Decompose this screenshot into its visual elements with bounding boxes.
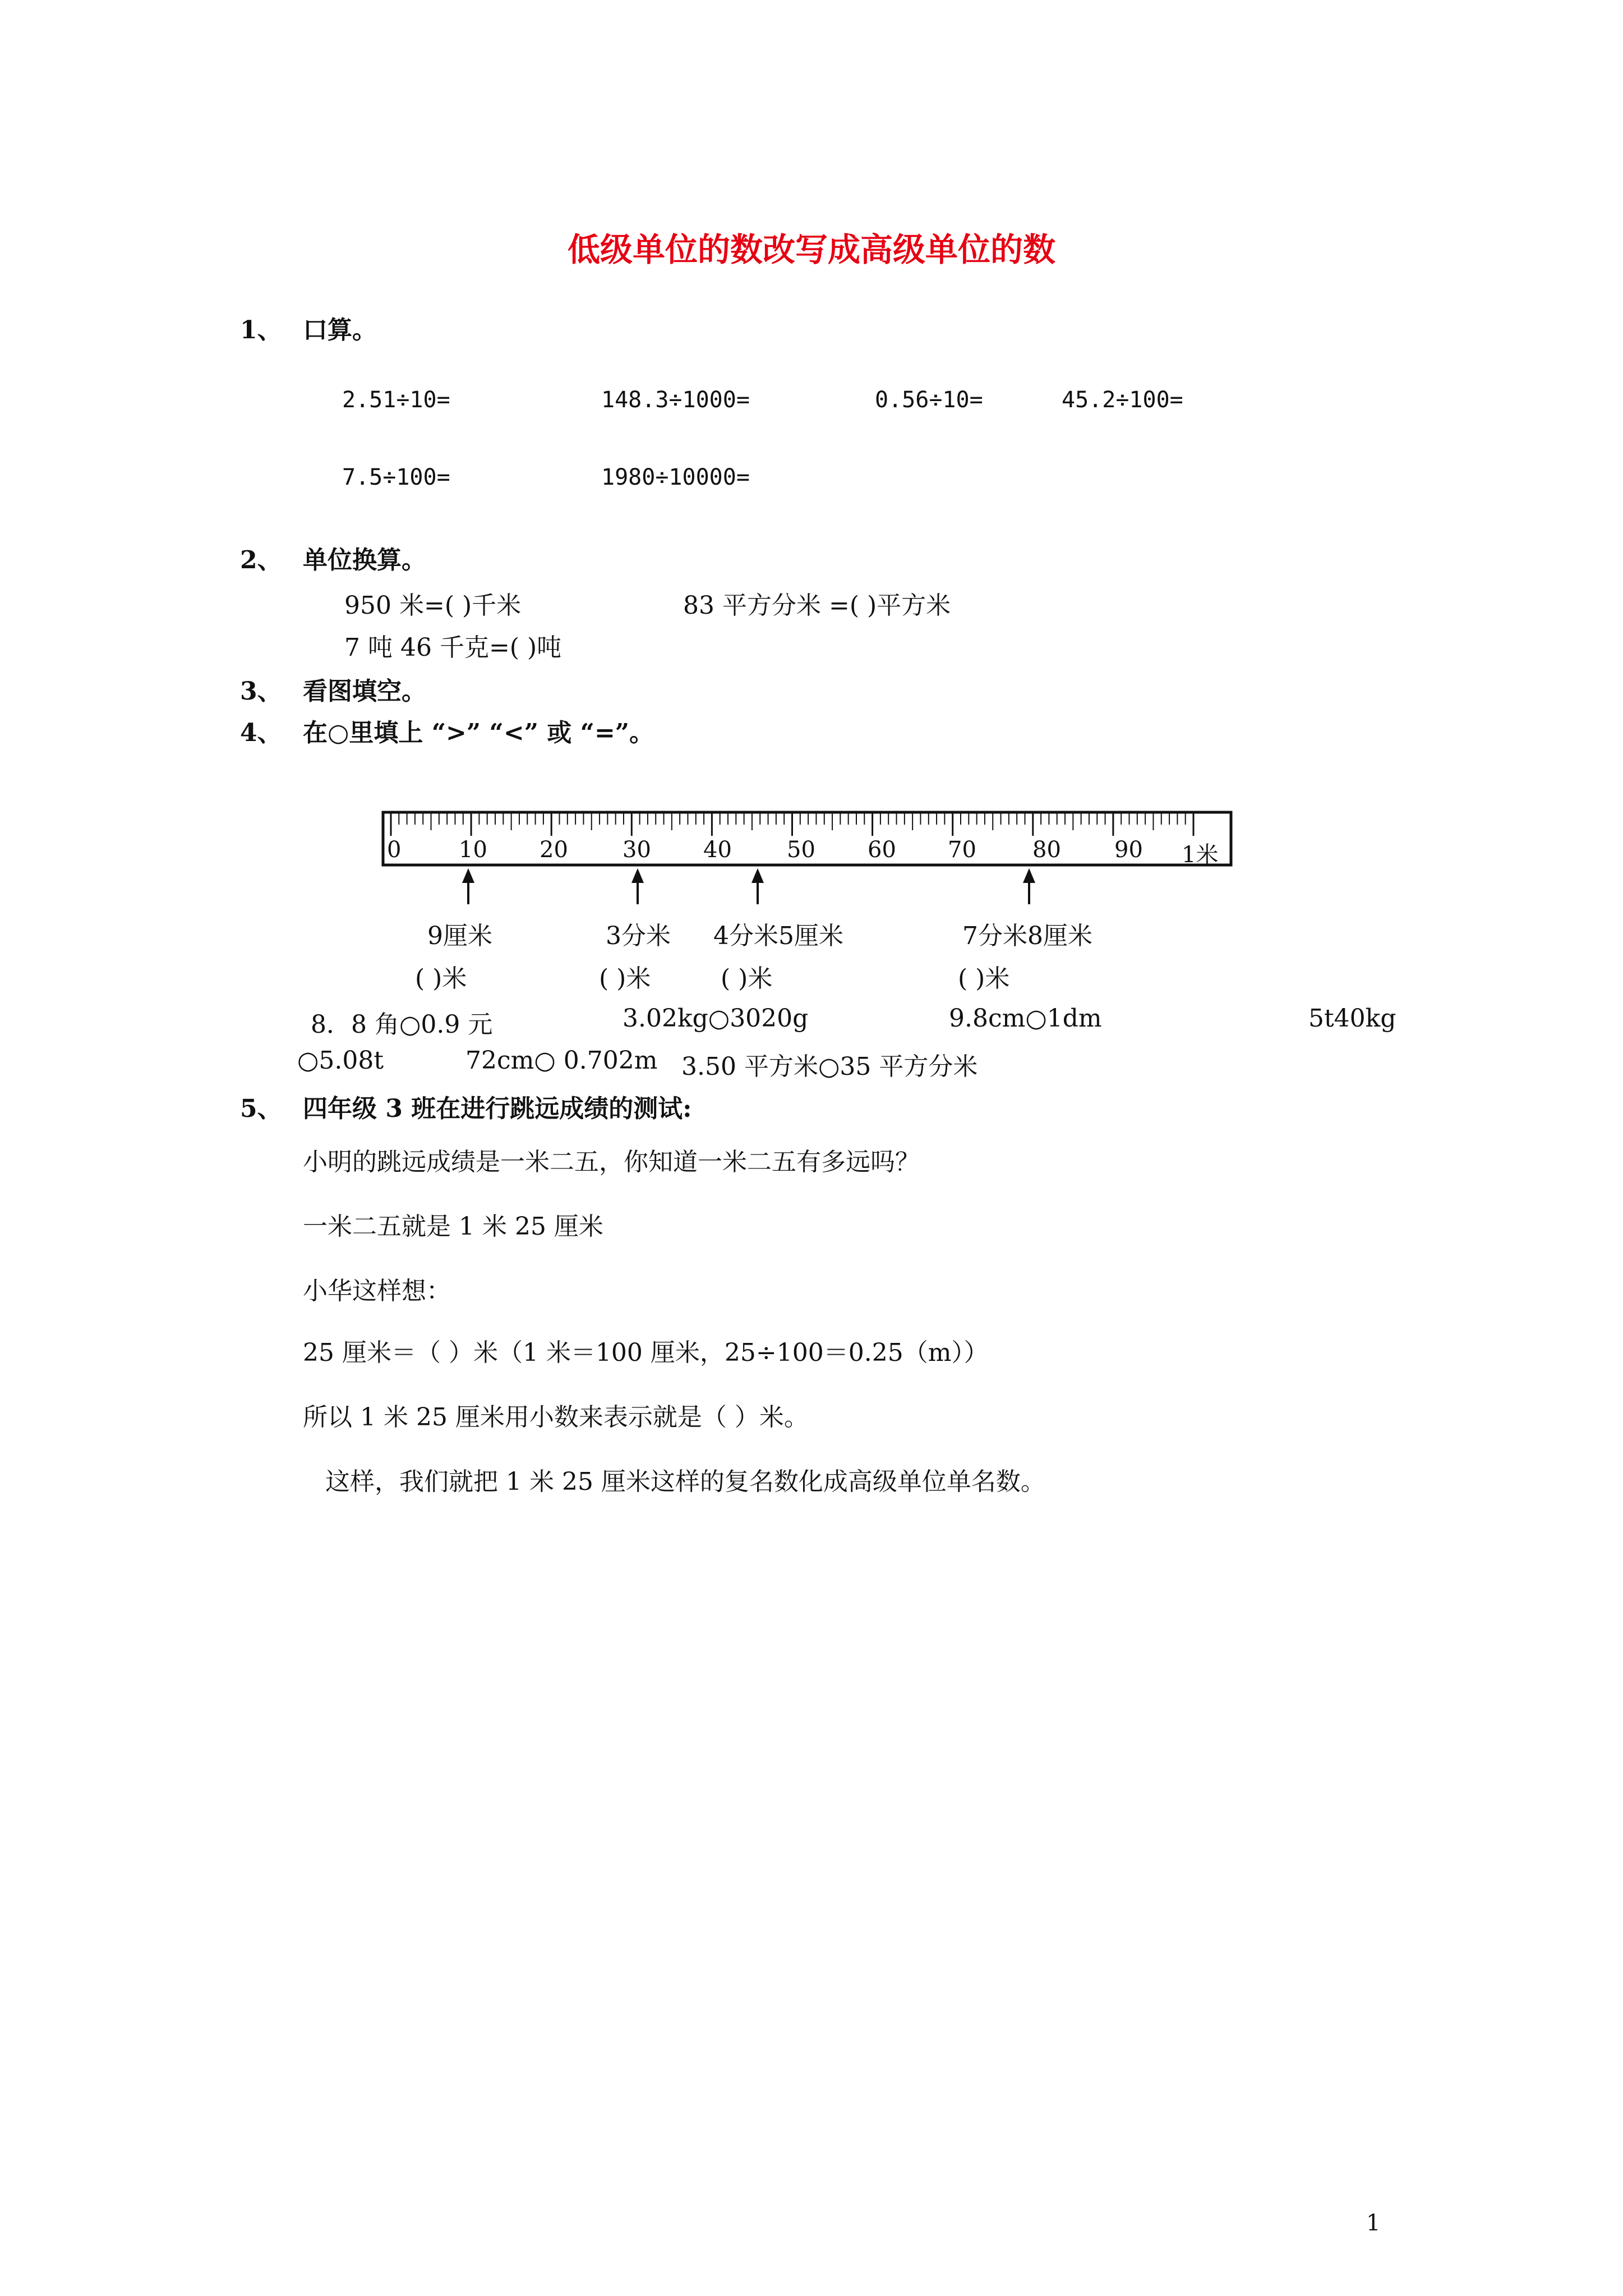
arrow-head xyxy=(464,871,473,882)
ruler-label: 7分米8厘米 xyxy=(962,922,1092,950)
q1-item: 0.56÷10= xyxy=(875,387,983,413)
ruler-label: 9厘米 xyxy=(427,922,492,950)
ruler-number: 50 xyxy=(787,837,815,863)
compare-item: 5t40kg xyxy=(1308,1004,1396,1033)
compare-item: 8．8 角○0.9 元 xyxy=(311,1010,493,1039)
ruler-number: 30 xyxy=(623,837,651,863)
ruler-number: 1米 xyxy=(1182,842,1219,868)
ruler-label: 3分米 xyxy=(606,922,671,950)
ruler-ticks xyxy=(391,813,1193,836)
ruler-number: 40 xyxy=(703,837,732,863)
q3-text: 看图填空。 xyxy=(303,677,426,706)
ruler-blank: ( )米 xyxy=(599,964,651,993)
ruler-blank: ( )米 xyxy=(721,964,773,993)
q1-item: 148.3÷1000= xyxy=(601,387,750,413)
q1-text: 口算。 xyxy=(303,316,377,344)
ruler-number: 20 xyxy=(540,837,568,863)
q1-item: 1980÷10000= xyxy=(601,464,750,490)
ruler-blank: ( )米 xyxy=(415,964,467,993)
page-number: 1 xyxy=(1366,2210,1381,2236)
q2-line: 950 米=( )千米 xyxy=(344,591,522,620)
compare-item: 9.8cm○1dm xyxy=(949,1004,1102,1033)
compare-item: 3.02kg○3020g xyxy=(623,1004,809,1033)
q5-line: 25 厘米＝（ ）米（1 米＝100 厘米，25÷100＝0.25（m）） xyxy=(303,1338,989,1367)
arrow-head xyxy=(753,871,762,882)
q3-number: 3、 xyxy=(240,677,282,706)
q1-item: 7.5÷100= xyxy=(342,464,450,490)
q5-line: 小明的跳远成绩是一米二五，你知道一米二五有多远吗？ xyxy=(303,1148,920,1176)
q5-line: 这样，我们就把 1 米 25 厘米这样的复名数化成高级单位单名数。 xyxy=(325,1467,1045,1496)
ruler-number: 10 xyxy=(459,837,487,863)
arrow-head xyxy=(1025,871,1034,882)
q5-line: 一米二五就是 1 米 25 厘米 xyxy=(303,1212,603,1241)
ruler-number: 0 xyxy=(387,837,402,863)
q1-item: 45.2÷100= xyxy=(1062,387,1183,413)
q5-line: 小华这样想： xyxy=(303,1277,451,1305)
ruler-number: 60 xyxy=(868,837,896,863)
q1-item: 2.51÷10= xyxy=(342,387,450,413)
q5-line: 所以 1 米 25 厘米用小数来表示就是（ ）米。 xyxy=(303,1403,809,1432)
q4-text: 在○里填上 “>” “<” 或 “=”。 xyxy=(303,719,654,747)
q5-text: 四年级 3 班在进行跳远成绩的测试: xyxy=(303,1094,692,1123)
compare-item: 3.50 平方米○35 平方分米 xyxy=(681,1052,978,1081)
compare-item: ○5.08t xyxy=(297,1046,384,1075)
ruler-number: 90 xyxy=(1114,837,1143,863)
q1-number: 1、 xyxy=(240,316,282,344)
ruler-label: 4分米5厘米 xyxy=(713,922,843,950)
ruler-number: 80 xyxy=(1032,837,1061,863)
q2-number: 2、 xyxy=(240,546,282,574)
page-title: 低级单位的数改写成高级单位的数 xyxy=(567,231,1055,269)
q2-text: 单位换算。 xyxy=(303,546,426,574)
q2-line: 83 平方分米 =( )平方米 xyxy=(683,591,951,620)
q2-line: 7 吨 46 千克=( )吨 xyxy=(344,633,562,662)
q4-number: 4、 xyxy=(240,719,282,747)
compare-item: 72cm○ 0.702m xyxy=(465,1046,658,1075)
ruler-blank: ( )米 xyxy=(958,964,1010,993)
ruler-number: 70 xyxy=(948,837,976,863)
arrow-head xyxy=(633,871,642,882)
q5-number: 5、 xyxy=(240,1094,282,1123)
